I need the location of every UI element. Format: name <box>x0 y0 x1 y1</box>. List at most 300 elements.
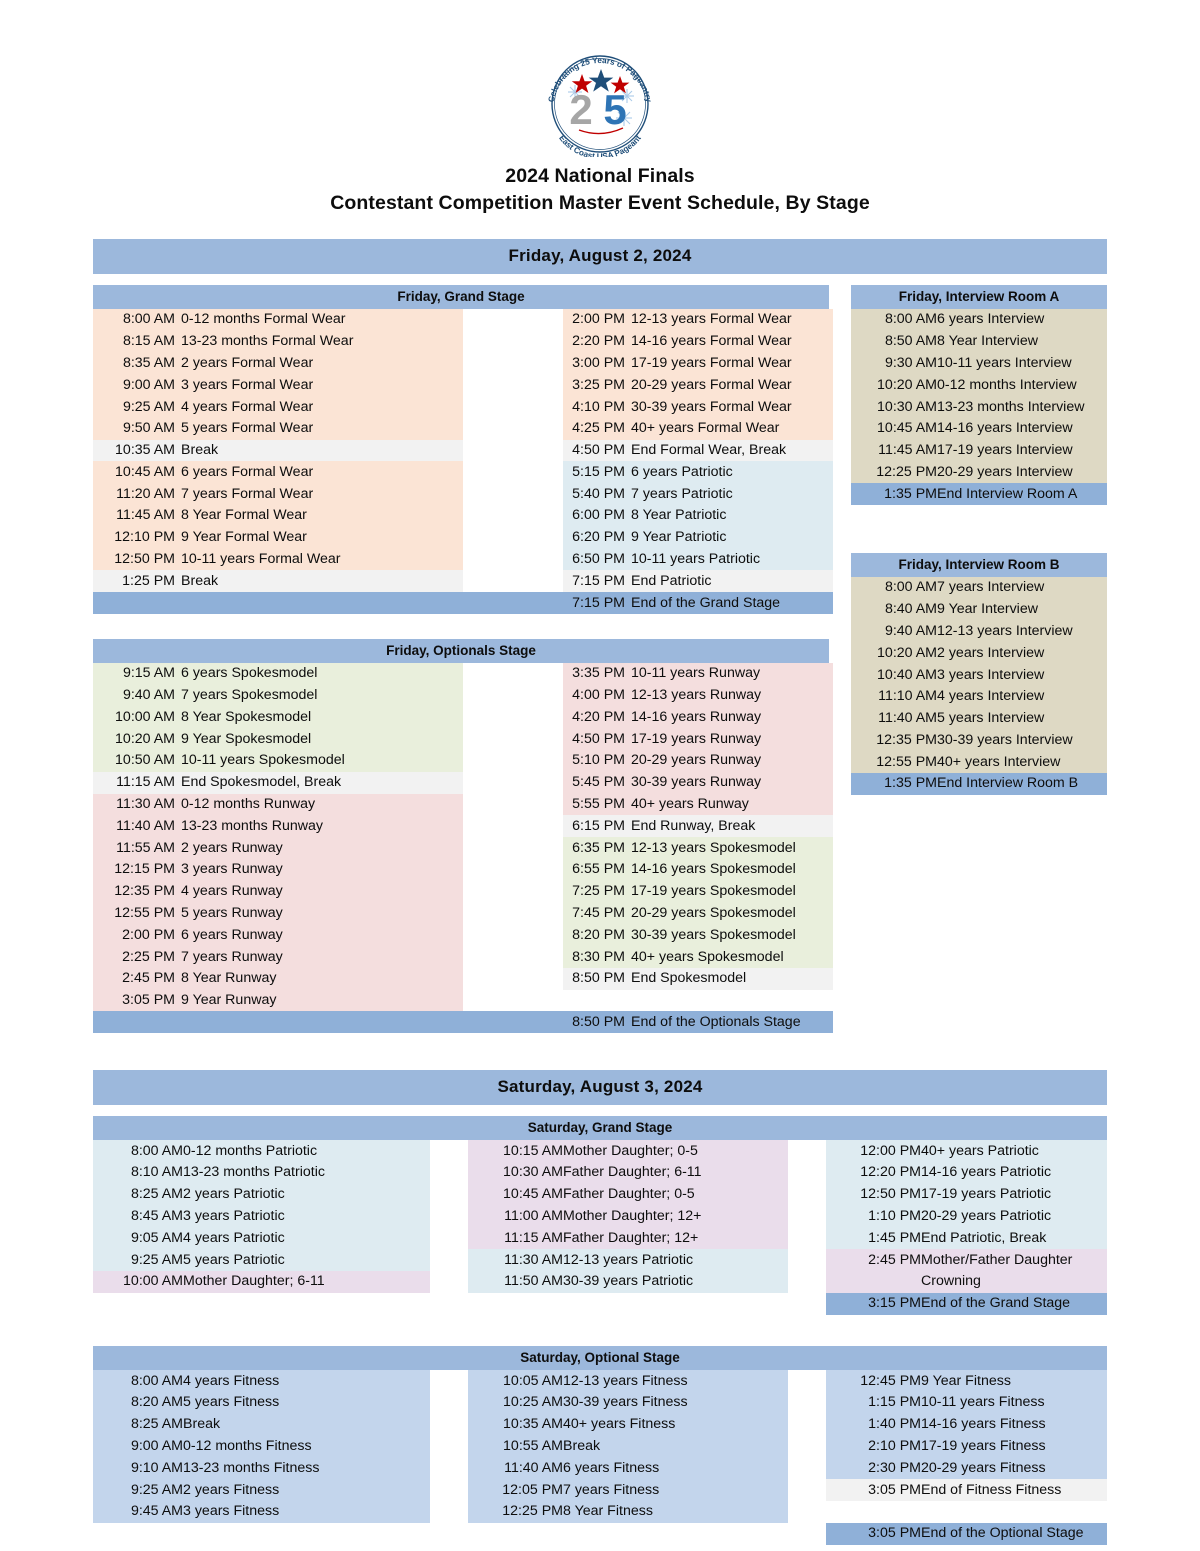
table-body <box>851 577 1107 795</box>
table-body <box>93 1370 1107 1551</box>
event-label: 2 years Interview <box>937 642 1107 664</box>
event-label: 40+ years Fitness <box>563 1414 788 1436</box>
event-label: End Formal Wear, Break <box>631 442 787 459</box>
left-cell <box>93 592 463 614</box>
event-label: 5 years Runway <box>181 904 283 921</box>
left-cell <box>93 527 463 549</box>
event-label: 13-23 months Interview <box>937 396 1107 418</box>
event-label: 6 years Interview <box>937 309 1107 331</box>
event-time: 1:10 PM <box>826 1206 921 1228</box>
section-header: Friday, Optionals Stage <box>93 639 829 663</box>
event-time: 12:50 PM <box>826 1184 921 1206</box>
event-time: 8:25 AM <box>93 1184 183 1206</box>
event-time <box>93 1523 183 1545</box>
left-cell <box>93 549 463 571</box>
column-gap <box>463 527 563 549</box>
event-time: 9:40 AM <box>122 687 175 704</box>
event-time: 7:45 PM <box>572 904 625 921</box>
event-label: 17-19 years Formal Wear <box>631 354 792 371</box>
left-cell <box>93 968 463 990</box>
right-cell <box>563 353 833 375</box>
table-row <box>851 440 1107 462</box>
table-row <box>93 1249 1107 1271</box>
table-row <box>851 708 1107 730</box>
table-row <box>93 815 833 837</box>
event-time: 7:15 PM <box>572 594 625 611</box>
event-time: 2:10 PM <box>826 1436 921 1458</box>
event-time: 10:30 AM <box>468 1162 563 1184</box>
event-time: 12:45 PM <box>826 1370 921 1392</box>
event-time: 8:25 AM <box>93 1414 183 1436</box>
column-gap <box>463 418 563 440</box>
left-cell <box>93 707 463 729</box>
left-cell <box>93 772 463 794</box>
event-time: 11:50 AM <box>468 1271 563 1293</box>
column-gap <box>788 1140 826 1162</box>
event-time: 12:20 PM <box>826 1162 921 1184</box>
event-time: 12:10 PM <box>114 529 175 546</box>
left-cell <box>93 990 463 1012</box>
event-label: 20-29 years Fitness <box>921 1457 1107 1479</box>
event-time: 6:00 PM <box>572 507 625 524</box>
schedule-table <box>93 309 833 614</box>
table-row <box>93 1293 1107 1315</box>
column-gap <box>788 1501 826 1523</box>
event-time: 1:40 PM <box>826 1414 921 1436</box>
column-gap <box>463 903 563 925</box>
column-gap <box>463 331 563 353</box>
table-row <box>93 527 833 549</box>
table-row <box>93 990 833 1012</box>
event-time: 1:35 PM <box>851 483 937 505</box>
event-label <box>183 1545 430 1551</box>
event-label: 0-12 months Formal Wear <box>181 311 346 328</box>
table-row <box>93 1501 1107 1523</box>
event-time <box>826 1501 921 1523</box>
event-label: 4 years Runway <box>181 883 283 900</box>
event-label: 7 years Formal Wear <box>181 485 314 502</box>
column-gap <box>430 1184 468 1206</box>
event-time: 12:35 PM <box>851 730 937 752</box>
table-row <box>93 483 833 505</box>
event-time <box>468 1293 563 1315</box>
column-gap <box>788 1162 826 1184</box>
event-label: 17-19 years Interview <box>937 440 1107 462</box>
event-time <box>93 1315 183 1322</box>
event-label <box>563 1293 788 1315</box>
event-time: 10:05 AM <box>468 1370 563 1392</box>
event-time: 8:45 AM <box>93 1206 183 1228</box>
event-label: End Interview Room A <box>937 483 1107 505</box>
event-time: 10:15 AM <box>468 1140 563 1162</box>
event-time: 9:50 AM <box>122 420 175 437</box>
event-label: 2 years Runway <box>181 839 283 856</box>
title-line-1: 2024 National Finals <box>505 165 695 187</box>
event-time: 7:15 PM <box>572 572 625 589</box>
table-row <box>851 483 1107 505</box>
event-time: 4:25 PM <box>572 420 625 437</box>
column-gap <box>430 1227 468 1249</box>
column-gap <box>463 859 563 881</box>
event-label: 14-16 years Patriotic <box>921 1162 1107 1184</box>
right-cell <box>563 331 833 353</box>
event-label: 7 years Spokesmodel <box>181 687 318 704</box>
left-cell <box>93 728 463 750</box>
event-time: 1:45 PM <box>826 1227 921 1249</box>
left-cell <box>93 881 463 903</box>
table-row <box>93 1315 1107 1322</box>
left-cell <box>93 663 463 685</box>
event-time: 8:20 AM <box>93 1392 183 1414</box>
day-banner-friday: Friday, August 2, 2024 <box>93 239 1107 274</box>
table-row <box>93 837 833 859</box>
table-row <box>93 1392 1107 1414</box>
event-label: 3 years Interview <box>937 664 1107 686</box>
left-cell <box>93 837 463 859</box>
event-label: 17-19 years Spokesmodel <box>631 883 796 900</box>
event-label: 30-39 years Formal Wear <box>631 398 792 415</box>
left-cell <box>93 483 463 505</box>
event-time: 10:00 AM <box>115 708 175 725</box>
table-row <box>93 859 833 881</box>
table-row <box>93 1457 1107 1479</box>
table-row <box>93 903 833 925</box>
event-label: 30-39 years Runway <box>631 774 762 791</box>
right-cell <box>563 663 833 685</box>
column-gap <box>463 505 563 527</box>
event-label: End of the Optionals Stage <box>631 1013 801 1030</box>
event-time: 10:00 AM <box>93 1271 183 1293</box>
event-label <box>563 1545 788 1551</box>
left-cell <box>93 794 463 816</box>
schedule-content <box>93 239 1107 1551</box>
table-row <box>93 663 833 685</box>
event-label: Father Daughter; 6-11 <box>563 1162 788 1184</box>
event-time: 11:40 AM <box>116 817 175 834</box>
event-time: 8:20 PM <box>572 926 625 943</box>
event-label: 10-11 years Formal Wear <box>181 550 341 567</box>
event-label: 3 years Fitness <box>183 1501 430 1523</box>
table-row <box>93 396 833 418</box>
event-time: 8:15 AM <box>122 333 175 350</box>
table-row <box>93 728 833 750</box>
event-label: 8 Year Interview <box>937 331 1107 353</box>
event-time: 8:50 AM <box>851 331 937 353</box>
event-time: 6:55 PM <box>572 861 625 878</box>
column-gap <box>430 1315 468 1322</box>
left-cell <box>93 859 463 881</box>
column-gap <box>463 990 563 1012</box>
right-cell <box>563 750 833 772</box>
column-gap <box>430 1249 468 1271</box>
event-label: Mother Daughter; 12+ <box>563 1206 788 1228</box>
table-row <box>93 924 833 946</box>
column-gap <box>463 461 563 483</box>
event-time: 10:45 AM <box>115 463 175 480</box>
event-label: Mother Daughter; 6-11 <box>183 1271 430 1293</box>
event-time: 8:00 AM <box>93 1370 183 1392</box>
event-time: 10:30 AM <box>851 396 937 418</box>
event-time: 3:25 PM <box>572 376 625 393</box>
column-gap <box>463 968 563 990</box>
left-cell <box>93 946 463 968</box>
panel-header: Friday, Interview Room A <box>851 285 1107 309</box>
table-row <box>93 685 833 707</box>
event-label: 9 Year Formal Wear <box>181 529 307 546</box>
event-label: End Patriotic, Break <box>921 1227 1107 1249</box>
event-label: 8 Year Runway <box>181 970 277 987</box>
column-gap <box>430 1457 468 1479</box>
event-time: 12:00 PM <box>826 1140 921 1162</box>
event-time <box>826 1545 921 1551</box>
column-gap <box>463 592 563 614</box>
table-row <box>93 1523 1107 1545</box>
event-label <box>921 1315 1107 1322</box>
event-label <box>183 1315 430 1322</box>
column-gap <box>463 685 563 707</box>
column-gap <box>788 1370 826 1392</box>
event-time: 8:00 AM <box>93 1140 183 1162</box>
left-cell <box>93 440 463 462</box>
event-time: 12:25 PM <box>851 461 937 483</box>
event-label: End of the Grand Stage <box>631 594 781 611</box>
event-label: 13-23 months Formal Wear <box>181 333 354 350</box>
table-body <box>93 309 833 614</box>
event-time: 2:30 PM <box>826 1457 921 1479</box>
svg-text:Celebrating 25 Years of Pagean: Celebrating 25 Years of Pageantry <box>546 55 654 104</box>
event-label: 30-39 years Spokesmodel <box>631 926 796 943</box>
column-gap <box>788 1227 826 1249</box>
column-gap <box>463 946 563 968</box>
event-time: 2:25 PM <box>122 948 175 965</box>
event-label: 4 years Patriotic <box>183 1227 430 1249</box>
column-gap <box>788 1436 826 1458</box>
event-label: 10-11 years Spokesmodel <box>181 752 345 769</box>
event-label: Crowning <box>921 1271 1107 1293</box>
day-banner-saturday: Saturday, August 3, 2024 <box>93 1070 1107 1105</box>
event-label: 8 Year Fitness <box>563 1501 788 1523</box>
table-row <box>851 730 1107 752</box>
table-row <box>93 309 833 331</box>
event-label: 6 years Spokesmodel <box>181 665 318 682</box>
event-label: 14-16 years Spokesmodel <box>631 861 796 878</box>
event-time: 9:00 AM <box>122 376 175 393</box>
event-label: Break <box>183 1414 430 1436</box>
event-label: End of the Grand Stage <box>921 1293 1107 1315</box>
event-label: Mother Daughter; 0-5 <box>563 1140 788 1162</box>
event-time: 10:20 AM <box>851 642 937 664</box>
schedule-table <box>93 663 833 1033</box>
column-gap <box>788 1206 826 1228</box>
right-cell <box>563 772 833 794</box>
event-time: 12:55 PM <box>851 751 937 773</box>
left-cell <box>93 815 463 837</box>
right-cell <box>563 946 833 968</box>
event-time: 8:30 PM <box>572 948 625 965</box>
event-label: 3 years Patriotic <box>183 1206 430 1228</box>
table-row <box>851 374 1107 396</box>
event-label: Mother/Father Daughter <box>921 1249 1107 1271</box>
left-cell <box>93 396 463 418</box>
event-label: End Interview Room B <box>937 773 1107 795</box>
right-cell <box>563 903 833 925</box>
event-label: 0-12 months Interview <box>937 374 1107 396</box>
left-cell <box>93 461 463 483</box>
event-time: 12:05 PM <box>468 1479 563 1501</box>
event-time: 11:45 AM <box>116 507 175 524</box>
event-label: 20-29 years Spokesmodel <box>631 904 796 921</box>
event-time: 10:25 AM <box>468 1392 563 1414</box>
right-cell <box>563 685 833 707</box>
table-body <box>93 663 833 1033</box>
table-row <box>93 794 833 816</box>
event-label <box>921 1501 1107 1523</box>
event-time: 12:15 PM <box>114 861 175 878</box>
schedule-table <box>93 1370 1107 1551</box>
column-gap <box>788 1479 826 1501</box>
section-saturday-optional-stage <box>93 1346 1107 1551</box>
table-row <box>93 1545 1107 1551</box>
event-time: 10:45 AM <box>468 1184 563 1206</box>
event-time: 6:50 PM <box>572 550 625 567</box>
event-time: 9:15 AM <box>122 665 175 682</box>
document-title <box>0 163 1200 217</box>
event-label: 9 Year Interview <box>937 599 1107 621</box>
left-cell <box>93 903 463 925</box>
column-gap <box>788 1293 826 1315</box>
right-cell <box>563 527 833 549</box>
event-label: 8 Year Patriotic <box>631 507 727 524</box>
column-gap <box>788 1271 826 1293</box>
event-label <box>563 1523 788 1545</box>
event-time: 8:40 AM <box>851 599 937 621</box>
event-time <box>468 1545 563 1551</box>
event-label: 8 Year Formal Wear <box>181 507 307 524</box>
left-cell <box>93 750 463 772</box>
event-label: 2 years Patriotic <box>183 1184 430 1206</box>
event-label: 8 Year Spokesmodel <box>181 708 312 725</box>
table-row <box>93 440 833 462</box>
event-label: 5 years Interview <box>937 708 1107 730</box>
event-label: 4 years Formal Wear <box>181 398 314 415</box>
right-cell <box>563 859 833 881</box>
event-label: 40+ years Patriotic <box>921 1140 1107 1162</box>
table-row <box>93 570 833 592</box>
table-row <box>93 331 833 353</box>
event-label: 3 years Runway <box>181 861 283 878</box>
event-time: 5:45 PM <box>572 774 625 791</box>
event-label: 14-16 years Interview <box>937 418 1107 440</box>
event-label: 9 Year Patriotic <box>631 529 727 546</box>
event-label: Break <box>181 442 219 459</box>
panel-friday-interview-room-b <box>851 553 1107 795</box>
event-time: 10:50 AM <box>115 752 175 769</box>
event-time <box>826 1271 921 1293</box>
event-label <box>183 1523 430 1545</box>
left-cell <box>93 353 463 375</box>
event-label: 14-16 years Fitness <box>921 1414 1107 1436</box>
left-cell <box>93 374 463 396</box>
event-time <box>93 1545 183 1551</box>
right-cell <box>563 440 833 462</box>
left-cell <box>93 685 463 707</box>
right-cell <box>563 990 833 1012</box>
table-row <box>93 1271 1107 1293</box>
event-time: 4:00 PM <box>572 687 625 704</box>
event-label: End Runway, Break <box>631 817 756 834</box>
event-time: 8:00 AM <box>122 311 175 328</box>
event-label: 7 years Fitness <box>563 1479 788 1501</box>
left-cell <box>93 570 463 592</box>
event-time: 10:35 AM <box>115 442 175 459</box>
column-gap <box>463 570 563 592</box>
event-time: 11:40 AM <box>468 1457 563 1479</box>
event-label: 7 years Patriotic <box>631 485 733 502</box>
table-row <box>93 968 833 990</box>
event-label: 6 years Formal Wear <box>181 463 314 480</box>
event-time: 11:45 AM <box>851 440 937 462</box>
section-header: Friday, Grand Stage <box>93 285 829 309</box>
event-time: 2:00 PM <box>122 926 175 943</box>
event-time: 8:50 PM <box>572 1013 625 1030</box>
event-time: 5:55 PM <box>572 796 625 813</box>
event-time: 11:15 AM <box>468 1227 563 1249</box>
event-label: 6 years Fitness <box>563 1457 788 1479</box>
event-time: 3:35 PM <box>572 665 625 682</box>
column-gap <box>463 728 563 750</box>
table-row <box>93 505 833 527</box>
event-time: 8:00 AM <box>851 309 937 331</box>
event-time: 11:40 AM <box>851 708 937 730</box>
column-gap <box>463 794 563 816</box>
event-time: 10:40 AM <box>851 664 937 686</box>
event-label: 5 years Patriotic <box>183 1249 430 1271</box>
right-cell <box>563 968 833 990</box>
table-row <box>851 577 1107 599</box>
event-time: 8:50 PM <box>572 970 625 987</box>
column-gap <box>788 1392 826 1414</box>
event-label: 12-13 years Fitness <box>563 1370 788 1392</box>
right-cell <box>563 837 833 859</box>
event-time: 2:45 PM <box>122 970 175 987</box>
event-label: 10-11 years Runway <box>631 665 761 682</box>
right-cell <box>563 924 833 946</box>
table-row <box>93 1370 1107 1392</box>
event-label: 7 years Interview <box>937 577 1107 599</box>
event-time: 10:20 AM <box>115 730 175 747</box>
event-label: 20-29 years Formal Wear <box>631 376 792 393</box>
table-row <box>93 881 833 903</box>
column-gap <box>430 1414 468 1436</box>
column-gap <box>430 1293 468 1315</box>
table-row <box>93 946 833 968</box>
column-gap <box>463 881 563 903</box>
right-cell <box>563 549 833 571</box>
event-time: 6:15 PM <box>572 817 625 834</box>
event-time: 12:25 PM <box>468 1501 563 1523</box>
column-gap <box>430 1140 468 1162</box>
table-row <box>851 353 1107 375</box>
event-time: 1:35 PM <box>851 773 937 795</box>
event-label: End of Fitness Fitness <box>921 1479 1107 1501</box>
event-label: Break <box>563 1436 788 1458</box>
event-time: 9:25 AM <box>93 1249 183 1271</box>
right-cell <box>563 815 833 837</box>
event-label: 0-12 months Patriotic <box>183 1140 430 1162</box>
right-cell <box>563 418 833 440</box>
event-time: 3:05 PM <box>122 992 175 1009</box>
column-gap <box>430 1392 468 1414</box>
